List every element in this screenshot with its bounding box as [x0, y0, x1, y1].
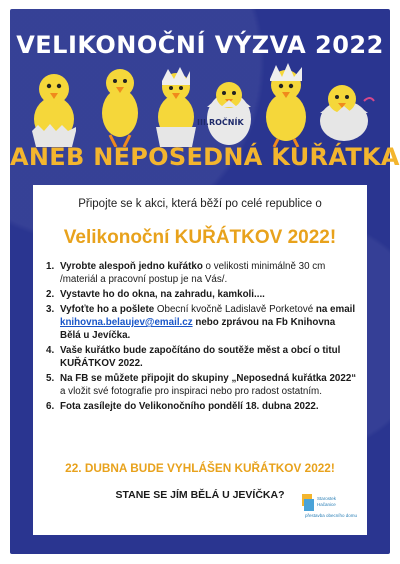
- intro-text: Připojte se k akci, která běží po celé republice o: [78, 198, 322, 210]
- logo-line-1: Starostek: [317, 496, 337, 501]
- chicks-illustration: [24, 61, 376, 147]
- chick-2: [102, 69, 138, 147]
- announcement: 22. DUBNA BUDE VYHLÁŠEN KUŘÁTKOV 2022!: [65, 461, 335, 475]
- step-number: 1.: [46, 261, 55, 272]
- headline: Velikonoční KUŘÁTKOV 2022!: [63, 227, 337, 248]
- step-number: 5.: [46, 373, 55, 384]
- organizer-logo: [301, 490, 359, 522]
- logo-line-3: přestavba obecního domu: [305, 513, 358, 518]
- step-number: 3.: [46, 304, 55, 315]
- logo-line-2: Hačanice: [317, 502, 336, 507]
- list-item: [46, 303, 358, 342]
- chick-5: [266, 63, 306, 147]
- step-number: 6.: [46, 401, 55, 412]
- step-text-bold: nebo zprávou na Fb Knihovna Bělá u Jevíčka.: [60, 317, 336, 341]
- step-text-bold: Fota zasílejte do Velikonočního pondělí 18. dubna 2022.: [60, 401, 319, 412]
- poster-subtitle: ANEB NEPOSEDNÁ KUŘÁTKA: [10, 143, 400, 171]
- list-item: [46, 288, 358, 301]
- step-text-bold: Vyfoťte ho a pošlete: [60, 304, 155, 315]
- chick-3: [156, 67, 196, 147]
- step-text: a vložit své fotografie pro inspiraci nebo pro radost ostatním.: [60, 386, 322, 397]
- chick-4: [207, 82, 251, 145]
- step-text-bold: Vyrobte alespoň jedno kuřátko: [60, 261, 203, 272]
- edition-badge: III.ROČNÍK: [197, 118, 244, 127]
- list-item: [46, 400, 358, 413]
- step-text-bold: Vaše kuřátko bude započítáno do soutěže měst a obcí o titul KUŘÁTKOV 2022.: [60, 345, 341, 369]
- step-text-bold: na email: [315, 304, 356, 315]
- step-number: 4.: [46, 345, 55, 356]
- step-text: o velikosti minimálně 30 cm /materiál a pracovní postup je na Vás/.: [60, 261, 326, 285]
- list-item: [46, 260, 358, 286]
- step-text-bold: Vystavte ho do okna, na zahradu, kamkoli....: [60, 289, 265, 300]
- chick-1: [32, 74, 76, 147]
- step-number: 2.: [46, 289, 55, 300]
- poster-title: VELIKONOČNÍ VÝZVA 2022: [16, 31, 384, 59]
- chick-6: [320, 85, 374, 141]
- email-link[interactable]: knihovna.belaujev@email.cz: [60, 317, 193, 328]
- step-text-bold: Na FB se můžete připojit do skupiny „Neposedná kuřátka 2022“: [60, 373, 357, 384]
- info-card: [33, 185, 367, 535]
- step-text: Obecní kvočně Ladislavě Porketové: [154, 304, 316, 315]
- steps-list: [46, 260, 358, 415]
- list-item: [46, 372, 358, 398]
- closing-question: STANE SE JÍM BĚLÁ U JEVÍČKA?: [115, 489, 285, 501]
- list-item: [46, 344, 358, 370]
